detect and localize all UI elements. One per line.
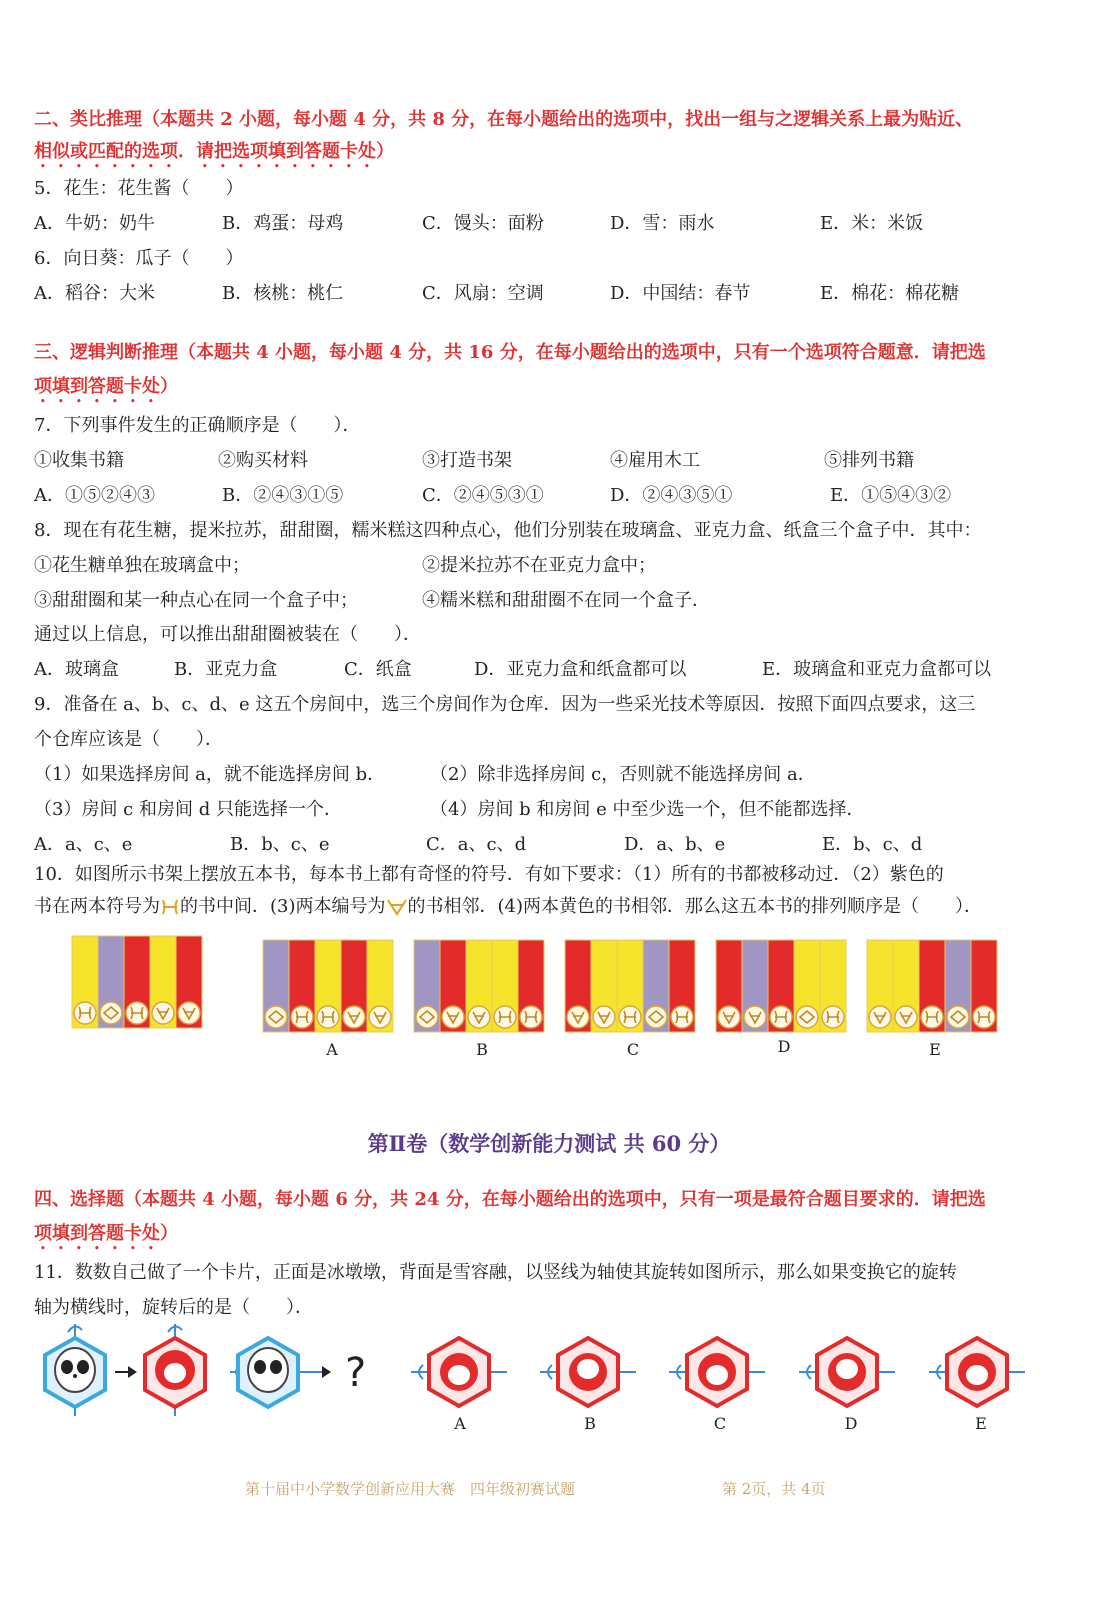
q5-option-b: B．鸡蛋：母鸡 — [222, 213, 344, 234]
bing-dwen-dwen-card-2 — [230, 1338, 330, 1407]
footer-contest-name: 第十届中小学数学创新应用大赛 四年级初赛试题 — [245, 1480, 576, 1498]
q7-option-a: A．①⑤②④③ — [34, 485, 155, 506]
q11-option-card — [799, 1338, 895, 1406]
q7-event-1: ①收集书籍 — [34, 450, 124, 471]
q9-condition-1: （1）如果选择房间 a，就不能选择房间 b． — [34, 764, 386, 785]
q9-option-e: E．b、c、d — [822, 834, 923, 855]
q6-option-e: E．棉花：棉花糖 — [820, 283, 960, 304]
q9-option-d: D．a、b、e — [624, 834, 726, 855]
q5-option-a: A．牛奶：奶牛 — [34, 213, 155, 234]
q6-stem: 6．向日葵：瓜子（ ） — [34, 248, 244, 269]
book-symbol-badge — [567, 1006, 589, 1028]
section3-heading-cont-text: 项填到答题卡处） — [34, 376, 178, 397]
bookshelf-original — [72, 936, 202, 1028]
q8-condition-2: ②提米拉苏不在亚克力盒中； — [422, 555, 656, 576]
q10-choice-c[interactable]: C — [626, 1040, 640, 1059]
q11-option-card — [669, 1338, 765, 1406]
q5-option-e: E．米：米饭 — [820, 213, 924, 234]
q7-event-4: ④雇用木工 — [610, 450, 700, 471]
q7-event-5: ⑤排列书籍 — [824, 450, 914, 471]
q9-option-a: A．a、c、e — [34, 834, 133, 855]
q7-option-b: B．②④③①⑤ — [222, 485, 344, 506]
book-symbol-badge — [869, 1006, 891, 1028]
q7-option-c: C．②④⑤③① — [422, 485, 544, 506]
book-symbol-badge — [178, 1002, 200, 1024]
q8-option-d: D．亚克力盒和纸盒都可以 — [474, 659, 687, 680]
book-symbol-badge — [593, 1006, 615, 1028]
q7-option-d: D．②④③⑤① — [610, 485, 733, 506]
bookshelf-option — [414, 940, 544, 1032]
section3-heading: 三、逻辑判断推理（本题共 4 小题，每小题 4 分，共 16 分，在每小题给出的选项中，只有一个选项符合题意．请把选 — [34, 342, 986, 363]
q10-stem-part-c: 的书相邻．(4)两本黄色的书相邻．那么这五本书的排列顺序是（ ）． — [407, 896, 982, 917]
q9-condition-4: （4）房间 b 和房间 e 中至少选一个，但不能都选择． — [430, 799, 865, 820]
book-symbol-badge — [369, 1006, 391, 1028]
book-symbol-badge — [744, 1006, 766, 1028]
q8-option-b: B．亚克力盒 — [174, 659, 278, 680]
q11-choice-a[interactable]: A — [454, 1414, 466, 1433]
q8-condition-4: ④糯米糕和甜甜圈不在同一个盒子． — [422, 590, 710, 611]
q6-option-a: A．稻谷：大米 — [34, 283, 155, 304]
section4-heading-cont — [34, 1221, 1048, 1254]
arrow-head-icon — [128, 1366, 137, 1378]
bookshelf-option — [867, 940, 997, 1032]
footer-page-number: 第 2页，共 4页 — [722, 1480, 826, 1498]
q11-option-card — [411, 1338, 507, 1406]
section2-heading-cont-text: 相似或匹配的选项．请把选项填到答题卡处） — [34, 141, 394, 162]
q10-choice-d[interactable]: D — [777, 1037, 791, 1056]
q8-condition-1: ①花生糖单独在玻璃盒中； — [34, 555, 250, 576]
q7-event-2: ②购买材料 — [218, 450, 308, 471]
q9-condition-3: （3）房间 c 和房间 d 只能选择一个． — [34, 799, 342, 820]
q8-option-c: C．纸盒 — [344, 659, 412, 680]
part2-title: 第Ⅱ卷（数学创新能力测试 共 60 分） — [367, 1131, 731, 1156]
q8-option-e: E．玻璃盒和亚克力盒都可以 — [762, 659, 992, 680]
book-symbol-badge — [343, 1006, 365, 1028]
q9-option-c: C．a、c、d — [426, 834, 527, 855]
q11-stem-line2: 轴为横线时，旋转后的是（ ）． — [34, 1297, 313, 1318]
section2-heading: 二、类比推理（本题共 2 小题，每小题 4 分，共 8 分，在每小题给出的选项中，找出一组与之逻辑关系上最为贴近、 — [34, 109, 974, 130]
bookshelf-option — [565, 940, 695, 1032]
q11-figure — [0, 1320, 1098, 1420]
q9-option-b: B．b、c、e — [230, 834, 330, 855]
book-symbol-badge — [152, 1002, 174, 1024]
q8-stem: 8．现在有花生糖，提米拉苏，甜甜圈，糯米糕这四种点心，他们分别装在玻璃盒、亚克力盒、纸盒三个盒子中．其中： — [34, 520, 982, 541]
shuey-rhon-rhon-card — [145, 1324, 205, 1416]
q8-option-a: A．玻璃盒 — [34, 659, 119, 680]
q9-stem-line2: 个仓库应该是（ ）． — [34, 729, 223, 750]
q6-option-c: C．风扇：空调 — [422, 283, 544, 304]
q6-option-b: B．核桃：桃仁 — [222, 283, 344, 304]
section4-heading-cont-text: 项填到答题卡处） — [34, 1223, 178, 1244]
book-symbol-badge — [468, 1006, 490, 1028]
q10-choice-e[interactable]: E — [929, 1040, 941, 1059]
q11-option-card — [540, 1338, 636, 1406]
q8-condition-3: ③甜甜圈和某一种点心在同一个盒子中； — [34, 590, 358, 611]
q10-stem-part-b: 的书中间．(3)两本编号为 — [180, 896, 386, 917]
q11-choice-d[interactable]: D — [844, 1414, 858, 1433]
q8-question: 通过以上信息，可以推出甜甜圈被装在（ ）． — [34, 624, 421, 645]
book-symbol-badge — [442, 1006, 464, 1028]
q11-choice-e[interactable]: E — [975, 1414, 987, 1433]
q5-stem: 5．花生：花生酱（ ） — [34, 178, 244, 199]
q5-option-d: D．雪：雨水 — [610, 213, 715, 234]
bing-dwen-dwen-card-1 — [45, 1324, 105, 1416]
q5-option-c: C．馒头：面粉 — [422, 213, 544, 234]
bookshelf-option — [716, 940, 846, 1032]
q6-option-d: D．中国结：春节 — [610, 283, 751, 304]
q11-stem-line1: 11．数数自己做了一个卡片，正面是冰墩墩，背面是雪容融，以竖线为轴使其旋转如图所示，那么如果变换它的旋转 — [34, 1262, 957, 1283]
question-mark: ? — [345, 1350, 367, 1396]
q10-stem-part-a: 书在两本符号为 — [34, 896, 160, 917]
q7-event-3: ③打造书架 — [422, 450, 512, 471]
arrow-head-icon-2 — [322, 1366, 331, 1378]
q9-condition-2: （2）除非选择房间 c，否则就不能选择房间 a． — [430, 764, 816, 785]
q10-choice-b[interactable]: B — [476, 1040, 488, 1059]
q11-choice-b[interactable]: B — [584, 1414, 596, 1433]
q7-option-e: E．①⑤④③② — [830, 485, 952, 506]
q10-choice-a[interactable]: A — [326, 1040, 338, 1059]
q11-option-card — [929, 1338, 1025, 1406]
q9-stem-line1: 9．准备在 a、b、c、d、e 这五个房间中，选三个房间作为仓库．因为一些采光技术等原因．按照下面四点要求，这三 — [34, 694, 976, 715]
bookshelf-option — [263, 940, 393, 1032]
book-symbol-badge — [895, 1006, 917, 1028]
section4-heading: 四、选择题（本题共 4 小题，每小题 6 分，共 24 分，在每小题给出的选项中，只有一项是最符合题目要求的．请把选 — [34, 1189, 986, 1210]
book-symbol-badge — [718, 1006, 740, 1028]
q10-stem-line1: 10．如图所示书架上摆放五本书，每本书上都有奇怪的符号．有如下要求：（1）所有的书都被移动过．（2）紫色的 — [34, 864, 944, 885]
q11-choice-c[interactable]: C — [713, 1414, 727, 1433]
q7-stem: 7．下列事件发生的正确顺序是（ ）． — [34, 415, 361, 436]
